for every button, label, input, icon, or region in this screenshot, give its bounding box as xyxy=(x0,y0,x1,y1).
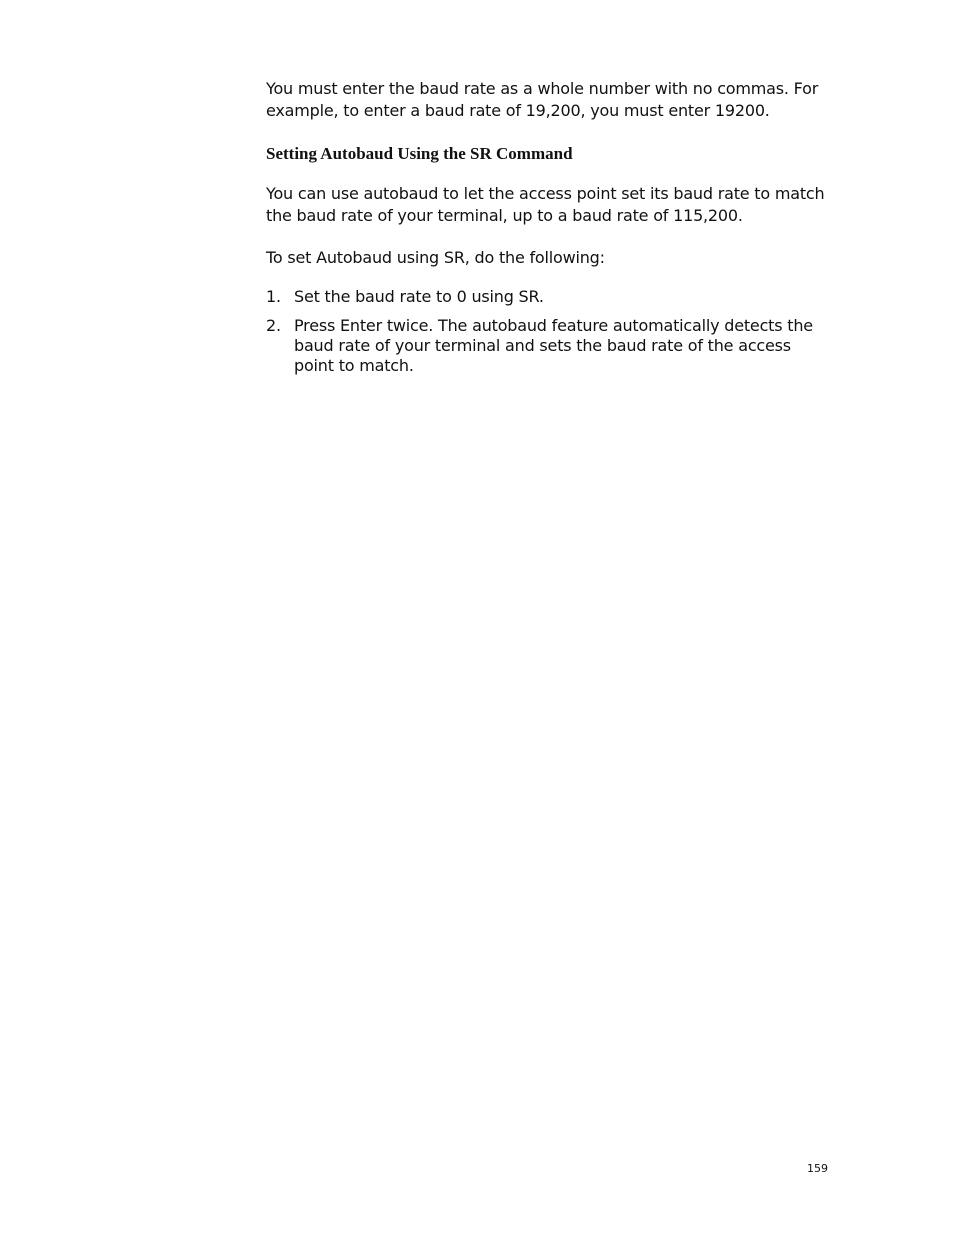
step-number: 1. xyxy=(266,287,281,306)
body-paragraph-intro-steps: To set Autobaud using SR, do the following: xyxy=(266,248,605,267)
body-paragraph-baud-format: You must enter the baud rate as a whole number with no commas. For example, to enter a baud rate of 19,200, you must enter 19200. xyxy=(266,79,819,120)
section-heading: Setting Autobaud Using the SR Command xyxy=(266,144,573,163)
step-number: 2. xyxy=(266,316,281,335)
body-paragraph-autobaud: You can use autobaud to let the access point set its baud rate to match the baud rate of your terminal, up to a baud rate of 115,200. xyxy=(266,184,825,225)
step-text: Press Enter twice. The autobaud feature automatically detects the baud rate of your terminal and sets the baud rate of the access point to match. xyxy=(294,316,813,375)
list-item xyxy=(266,287,832,307)
step-text: Set the baud rate to 0 using SR. xyxy=(294,287,544,306)
list-item xyxy=(266,316,832,376)
page-content xyxy=(266,78,832,385)
steps-list xyxy=(266,287,832,376)
page-number: 159 xyxy=(807,1162,828,1175)
